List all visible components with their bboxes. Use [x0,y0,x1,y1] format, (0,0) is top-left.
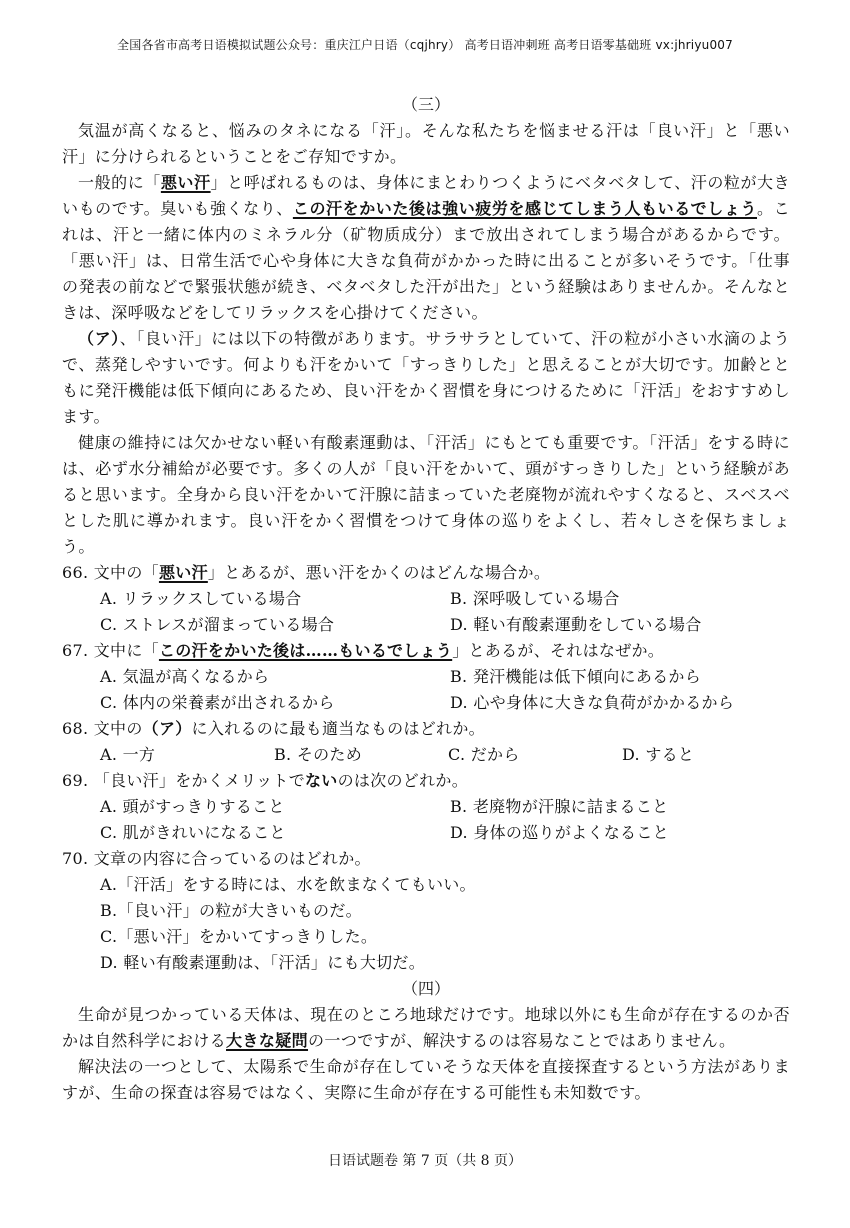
section-3-paragraph-1: 気温が高くなると、悩みのタネになる「汗」。そんな私たちを悩ませる汗は「良い汗」と「悪い汗」に分けられるということをご存知ですか。 [62,121,790,166]
option-b: B. そのため [274,745,363,764]
text-run: 。これは、汗と一緒に体内のミネラル分（矿物质成分）まで放出されてしまう場合があるからです。「悪い汗」は、日常生活で心や身体に大きな負荷がかかった時に出ることが多いそうです。「仕事の発表の前などで緊張状態が続き、ベタベタした汗が出た」という経験はありませんか。そんなときは、深呼吸などをしてリラックスを心掛けてください。 [62,199,790,322]
option-b: B.「良い汗」の粒が大きいものだ。 [100,901,362,920]
question-68 [62,716,790,742]
text-run: 一般的に「 [78,173,161,192]
option-a: A. リラックスしている場合 [100,589,302,608]
underlined-term-big-question: 大きな疑問 [226,1031,309,1050]
section-3-paragraph-2 [62,170,790,326]
option-a: A. 気温が高くなるから [100,667,270,686]
option-d: D. 心や身体に大きな負荷がかかるから [450,693,735,712]
page-content [62,92,790,1106]
section-4-title: （四） [401,979,450,998]
option-d: D. 身体の巡りがよくなること [450,823,669,842]
question-69-options [62,794,790,846]
underlined-sentence-fatigue: この汗をかいた後は強い疲労を感じてしまう人もいるでしょう [292,199,758,218]
option-d: D. 軽い有酸素運動は、「汗活」にも大切だ。 [100,953,426,972]
blank-a-marker: （ア） [78,329,120,348]
option-c: C.「悪い汗」をかいてすっきりした。 [100,927,378,946]
question-67-options [62,664,790,716]
text-run: 」とあるが、それはなぜか。 [452,641,665,660]
option-c: C. 体内の栄養素が出されるから [100,693,335,712]
text-run: 66. 文中の「 [62,563,159,582]
blank-a-marker: （ア） [142,719,192,738]
option-c: C. だから [448,745,520,764]
text-run: 68. 文中の [62,719,143,738]
option-a: A. 一方 [100,745,156,764]
option-b: B. 老廃物が汗腺に詰まること [450,797,669,816]
option-c: C. 肌がきれいになること [100,823,286,842]
text-run: のは次のどれか。 [337,771,469,790]
section-3-title: （三） [401,95,450,114]
underlined-term: 悪い汗 [158,563,208,582]
underlined-term: この汗をかいた後は……もいるでしょう [158,641,453,660]
text-run: 67. 文中に「 [62,641,159,660]
question-70-options [62,872,790,976]
option-d: D. すると [622,745,695,764]
text-run: 69. 「良い汗」をかくメリットで [62,771,305,790]
option-b: B. 発汗機能は低下傾向にあるから [450,667,702,686]
question-69 [62,768,790,794]
question-70: 70. 文章の内容に合っているのはどれか。 [62,849,371,868]
option-c: C. ストレスが溜まっている場合 [100,615,335,634]
option-b: B. 深呼吸している場合 [450,589,620,608]
section-4-paragraph-1 [62,1002,790,1054]
section-3-paragraph-3 [62,326,790,430]
option-a: A.「汗活」をする時には、水を飲まなくてもいい。 [100,875,476,894]
emphasis-not: ない [305,771,338,790]
option-d: D. 軽い有酸素運動をしている場合 [450,615,702,634]
text-run: 」と呼ばれるものは、身体にまとわりつくようにベタベタして、汗の粒が大きいものです。臭いも強くなり、 [62,173,791,218]
text-run: 」とあるが、悪い汗をかくのはどんな場合か。 [207,563,551,582]
section-4-paragraph-2: 解決法の一つとして、太陽系で生命が存在していそうな天体を直接探査するという方法がありますが、生命の探査は容易ではなく、実際に生命が存在する可能性も未知数です。 [62,1057,790,1102]
text-run: 生命が見つかっている天体は、現在のところ地球だけです。地球以外にも生命が存在するのか否かは自然科学における [62,1005,790,1050]
text-run: 、「良い汗」には以下の特徴があります。サラサラとしていて、汗の粒が小さい水滴のようで、蒸発しやすいです。何よりも汗をかいて「すっきりした」と思えることが大切です。加齢とともに発汗機能は低下傾向にあるため、良い汗をかく習慣を身につけるために「汗活」をおすすめします。 [62,329,790,426]
page-footer: 日语试题卷 第 7 页（共 8 页） [327,1153,523,1169]
question-67 [62,638,790,664]
question-66 [62,560,790,586]
question-68-options [62,742,790,768]
text-run: に入れるのに最も適当なものはどれか。 [191,719,485,738]
text-run: の一つですが、解決するのは容易なことではありません。 [308,1031,736,1050]
page-header: 全国各省市高考日语模拟试题公众号：重庆江户日语（cqjhry） 高考日语冲刺班 高考日语零基础班 vx:jhriyu007 [117,38,733,52]
option-a: A. 頭がすっきりすること [100,797,285,816]
section-3-paragraph-4: 健康の維持には欠かせない軽い有酸素運動は、「汗活」にもとても重要です。「汗活」をする時には、必ず水分補給が必要です。多くの人が「良い汗をかいて、頭がすっきりした」という経験があると思います。全身から良い汗をかいて汗腺に詰まっていた老廃物が流れやすくなると、スベスベとした肌に導かれます。良い汗をかく習慣をつけて身体の巡りをよくし、若々しさを保ちましょう。 [62,433,790,556]
question-66-options [62,586,790,638]
underlined-term-bad-sweat: 悪い汗 [160,173,211,192]
